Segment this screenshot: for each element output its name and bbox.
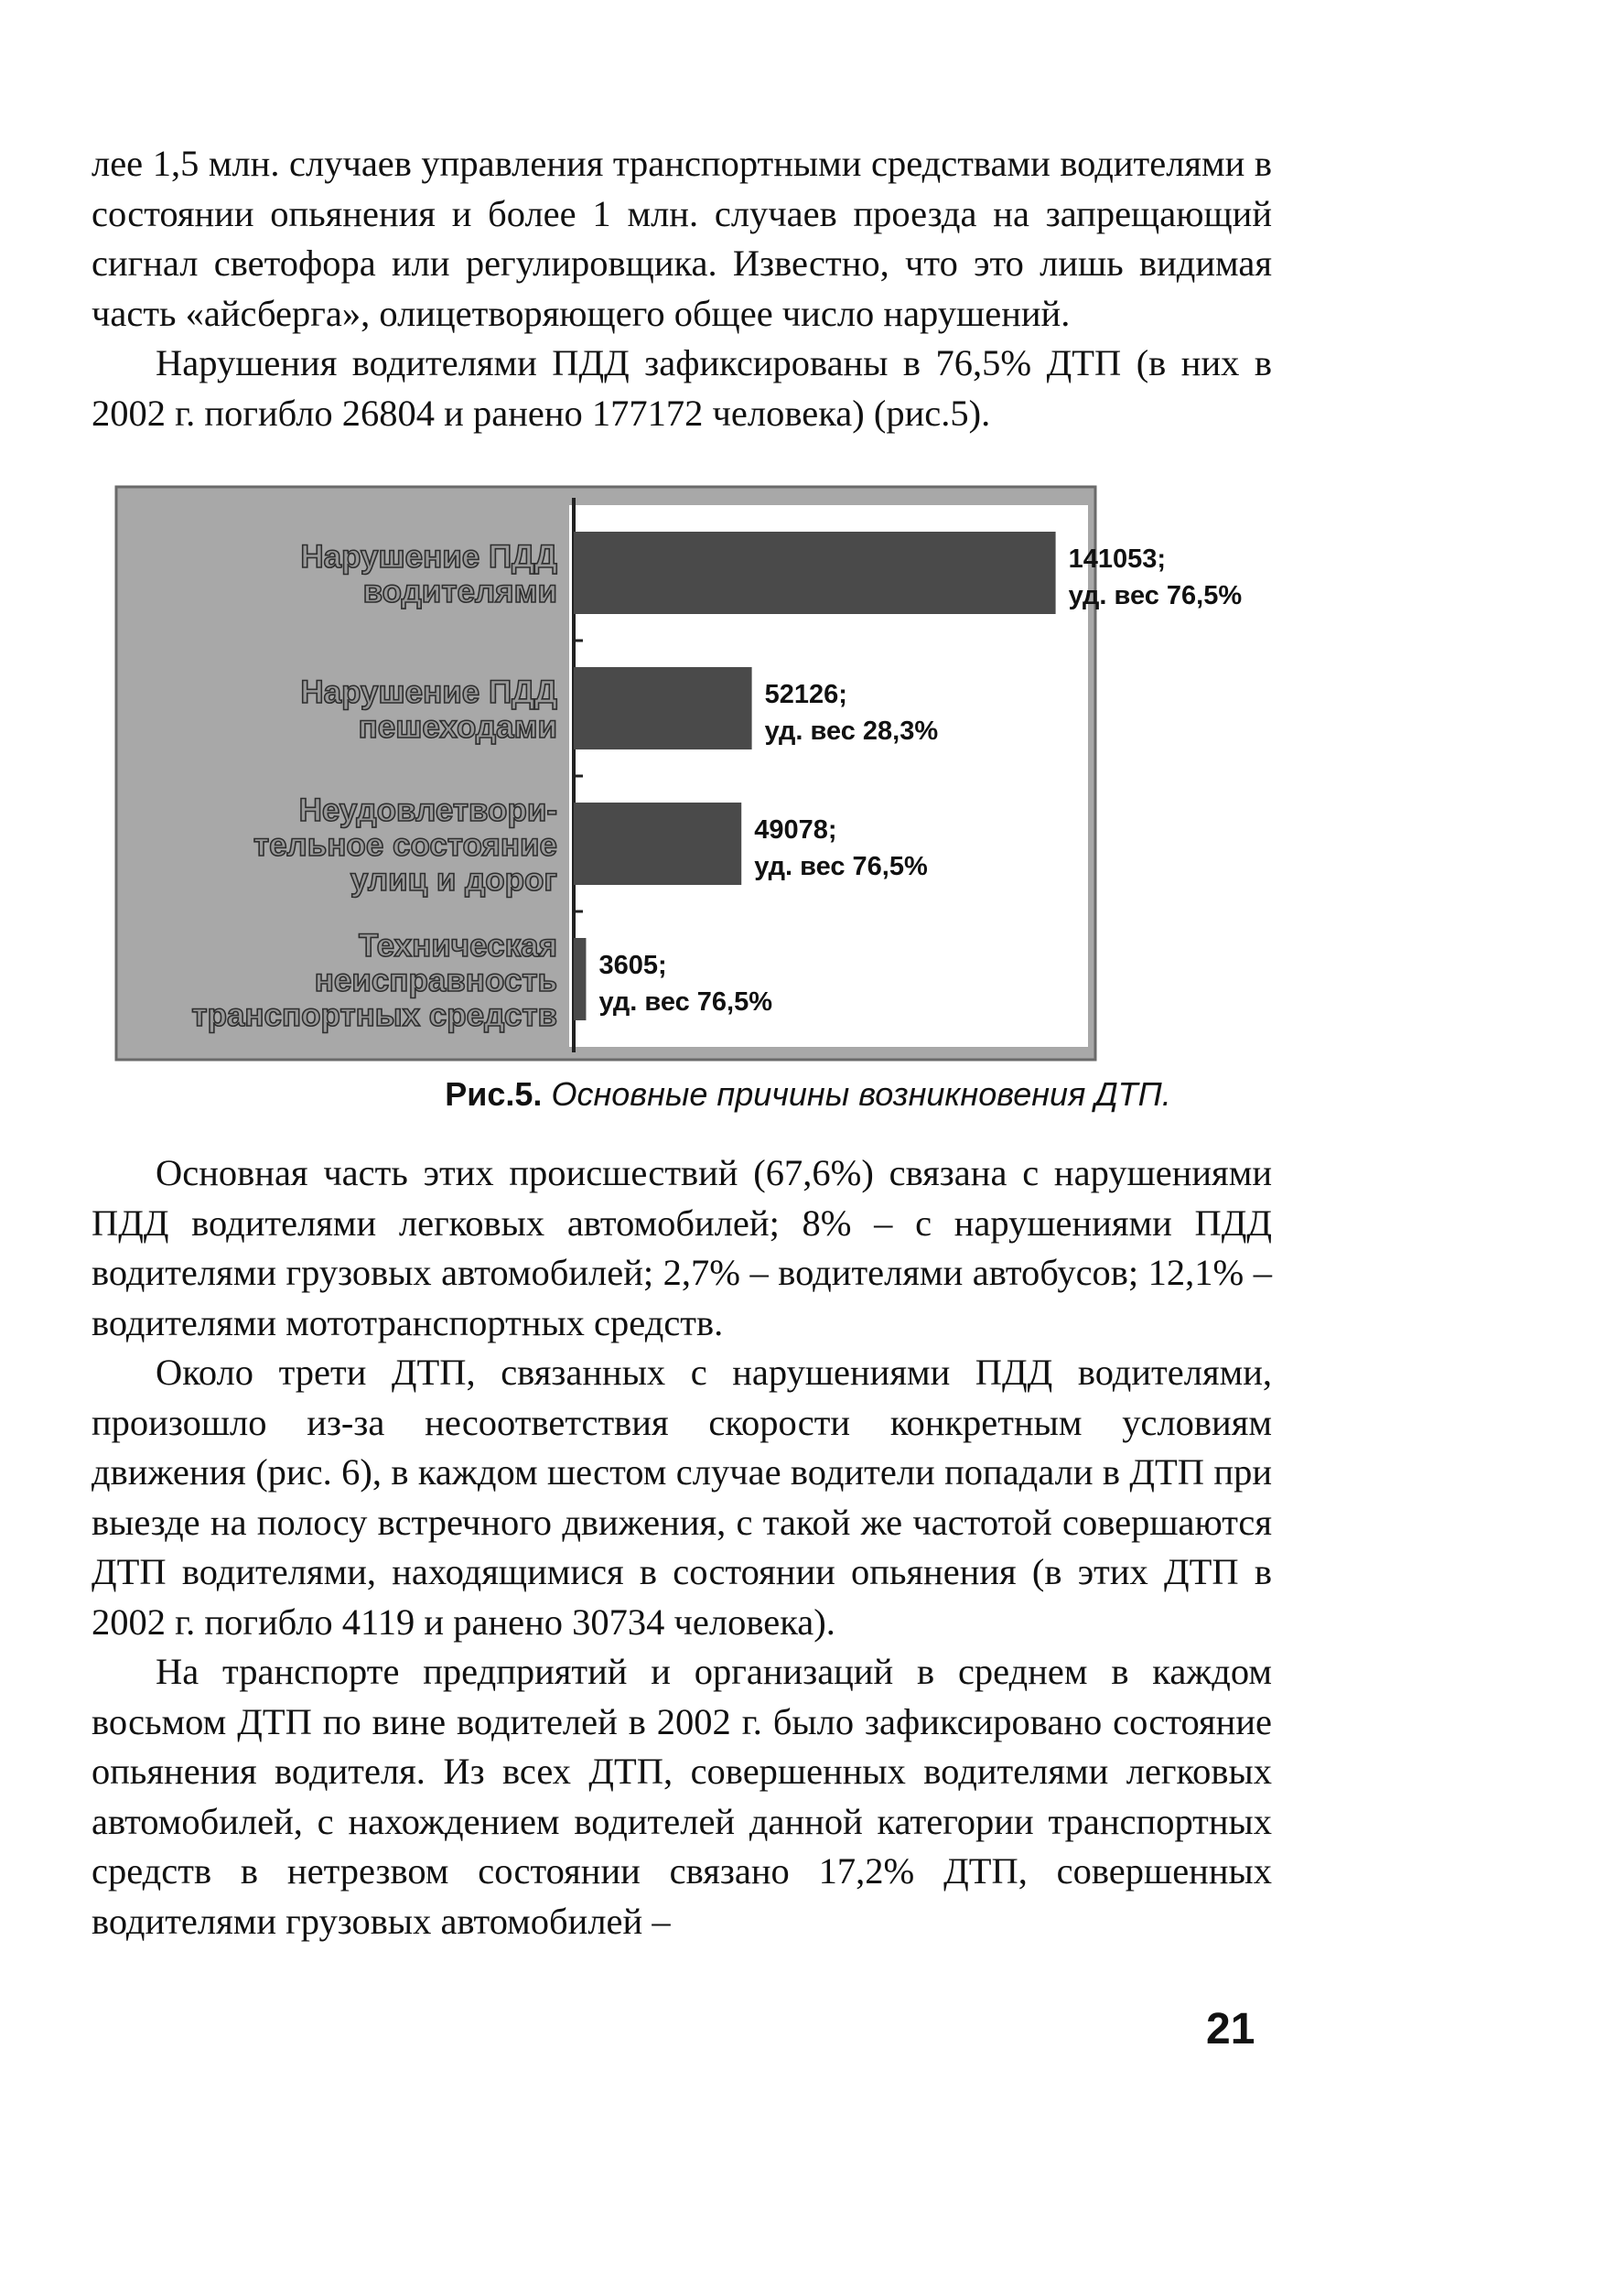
category-label: Нарушение ПДД bbox=[300, 674, 557, 710]
category-label: Техническая bbox=[359, 928, 557, 964]
data-label: уд. вес 28,3% bbox=[764, 717, 939, 746]
bar bbox=[574, 532, 1056, 614]
caption-prefix: Рис.5. bbox=[445, 1075, 543, 1113]
figure-caption bbox=[0, 1075, 1616, 1114]
category-label: неисправность bbox=[314, 963, 557, 998]
category-label: улиц и дорог bbox=[350, 862, 557, 898]
data-label: уд. вес 76,5% bbox=[1068, 581, 1243, 610]
bar-chart bbox=[116, 487, 1243, 1060]
bar bbox=[574, 803, 741, 885]
category-label: водителями bbox=[362, 574, 557, 609]
bar bbox=[574, 667, 752, 749]
paragraph: лее 1,5 млн. случаев управления транспортными средствами водителями в состоянии опьянения и более 1 млн. случаев проезда на запрещающий сигнал светофора или регулировщика. Известно, что это лишь видимая часть «айсберга», олицетворяющего общее число нарушений. bbox=[92, 143, 1272, 334]
caption-text: Основные причины возникновения ДТП. bbox=[551, 1075, 1171, 1113]
data-label: уд. вес 76,5% bbox=[598, 987, 773, 1017]
data-label: уд. вес 76,5% bbox=[754, 852, 928, 881]
category-label: Нарушение ПДД bbox=[300, 539, 557, 575]
category-label: пешеходами bbox=[358, 709, 557, 745]
category-label: транспортных средств bbox=[191, 997, 557, 1033]
page-number: 21 bbox=[1206, 2005, 1255, 2053]
data-label: 52126; bbox=[764, 680, 847, 709]
paragraph: Около трети ДТП, связанных с нарушениями ПДД водителями, произошло из-за несоответствия скорости конкретным условиям движения (рис. 6), в каждом шестом случае водители попадали в ДТП при выезде на полосу встречного движения, с такой же частотой совершаются ДТП водителями, находящимися в состоянии опьянения (в этих ДТП в 2002 г. погибло 4119 и ранено 30734 человека). bbox=[92, 1352, 1272, 1643]
data-label: 3605; bbox=[598, 951, 667, 980]
data-label: 141053; bbox=[1068, 544, 1167, 574]
category-label: Неудовлетвори- bbox=[298, 792, 557, 828]
bar bbox=[574, 938, 586, 1020]
text-block-top bbox=[92, 139, 1272, 438]
figure-chart bbox=[116, 487, 1243, 1060]
text-block-bottom bbox=[92, 1148, 1272, 1946]
paragraph: Нарушения водителями ПДД зафиксированы в 76,5% ДТП (в них в 2002 г. погибло 26804 и ранено 177172 человека) (рис.5). bbox=[92, 342, 1272, 434]
category-label: тельное состояние bbox=[253, 827, 557, 863]
paragraph: На транспорте предприятий и организаций в среднем в каждом восьмом ДТП по вине водителей в 2002 г. было зафиксировано состояние опьянения водителя. Из всех ДТП, совершенных водителями легковых автомобилей, с нахождением водителей данной категории транспортных средств в нетрезвом состоянии связано 17,2% ДТП, совершенных водителями грузовых автомобилей – bbox=[92, 1651, 1272, 1942]
data-label: 49078; bbox=[754, 815, 837, 845]
paragraph: Основная часть этих происшествий (67,6%) связана с нарушениями ПДД водителями легковых автомобилей; 8% – с нарушениями ПДД водителями грузовых автомобилей; 2,7% – водителями автобусов; 12,1% – водителями мототранспортных средств. bbox=[92, 1152, 1272, 1343]
